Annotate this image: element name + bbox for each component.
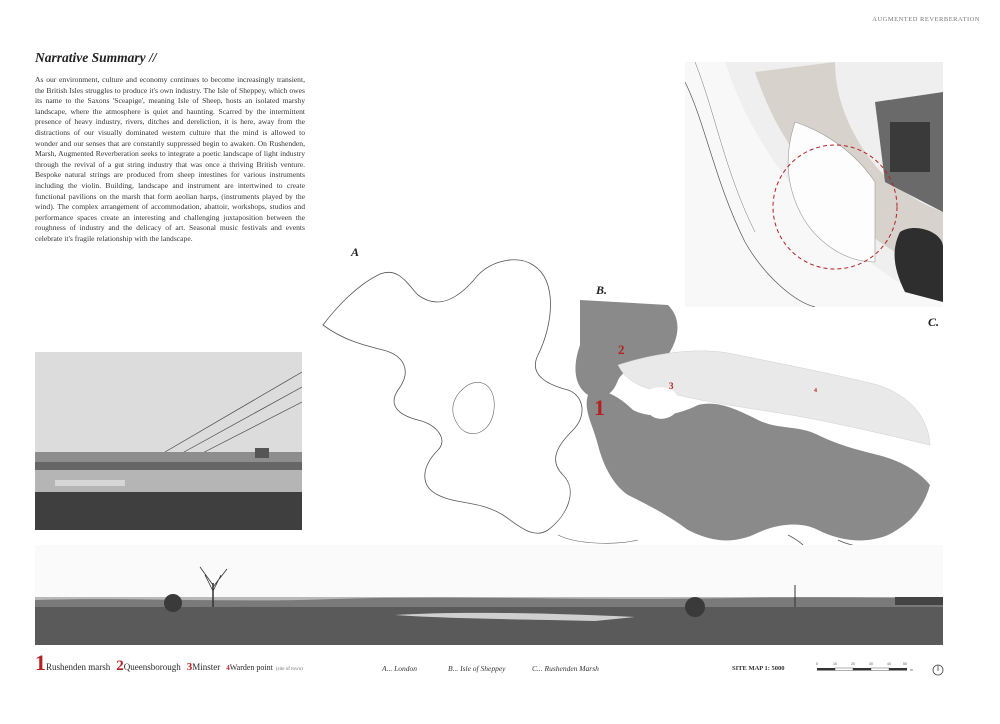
scale-tick-50: 50 <box>903 662 907 666</box>
map-number-3: 3 <box>669 381 674 391</box>
legend-letter-c: C... Rushenden Marsh <box>532 664 599 673</box>
legend-item-minster: 3 Minster <box>186 661 221 673</box>
legend-item-warden: 4 Warden point (site of town) <box>226 663 303 672</box>
scale-bar <box>815 660 925 676</box>
panorama-photo <box>35 545 943 645</box>
page-title: Narrative Summary // <box>35 50 157 65</box>
scale-tick-30: 30 <box>869 662 873 666</box>
scale-unit: m <box>910 668 913 672</box>
legend-item-queensborough: 2 Queensborough <box>116 658 181 674</box>
legend-item-rushenden: 1 Rushenden marsh <box>35 650 111 675</box>
map-label-a: A <box>351 245 360 259</box>
legend-numbers <box>35 650 309 676</box>
scale-label: SITE MAP 1: 5000 <box>732 665 785 672</box>
map-number-1: 1 <box>594 395 605 420</box>
legend-letter-b: B... Isle of Sheppey <box>448 664 506 673</box>
header-tag: AUGMENTED REVERBERATION <box>872 16 980 23</box>
site-map <box>318 245 950 575</box>
scale-tick-0: 0 <box>816 662 818 666</box>
map-number-4: 4 <box>814 388 817 394</box>
scale-tick-10: 10 <box>833 662 837 666</box>
scale-tick-40: 40 <box>887 662 891 666</box>
legend-letter-a: A... London <box>382 664 418 673</box>
map-label-c: C. <box>928 315 940 329</box>
marsh-photo <box>35 352 302 530</box>
scale-tick-20: 20 <box>851 662 855 666</box>
narrative-body: As our environment, culture and economy continues to become increasingly transient, the British Isles struggles to produce it's own industry. The Isle of Sheppey, which owes its name to the Saxons 'Sceapige', meaning Isle of Sheep, hosts an isolated marshy landscape, where the atmosphere is quiet and haunting. Scarred by the intermittent presence of heavy industry, rivers, ditches and dereliction, it is here, away from the distractions of our visually dominated western culture that the mind is allowed to wonder and our senses that are constantly suppressed begin to awaken. On Rushenden, Marsh, Augmented Reverberation seeks to integrate a poetic landscape of light industry through the revival of a gut string industry that was once a thriving British venture. Bespoke natural strings are produced from sheep intestines for various instruments including the violin. Building, landscape and instrument are intertwined to create functional pavilions on the marsh that form aeolian harps, (instruments played by the wind). The complex arrangement of accommodation, abattoir, workshops, studios and performance spaces create an interesting and challenging juxtaposition between the roughness of industry and the delicacy of art. Seasonal music festivals and events celebrate it's fragile relationship with the landscape. <box>35 75 305 243</box>
map-label-b: B. <box>596 283 608 297</box>
map-number-2: 2 <box>618 342 625 357</box>
north-arrow-icon <box>932 663 944 675</box>
